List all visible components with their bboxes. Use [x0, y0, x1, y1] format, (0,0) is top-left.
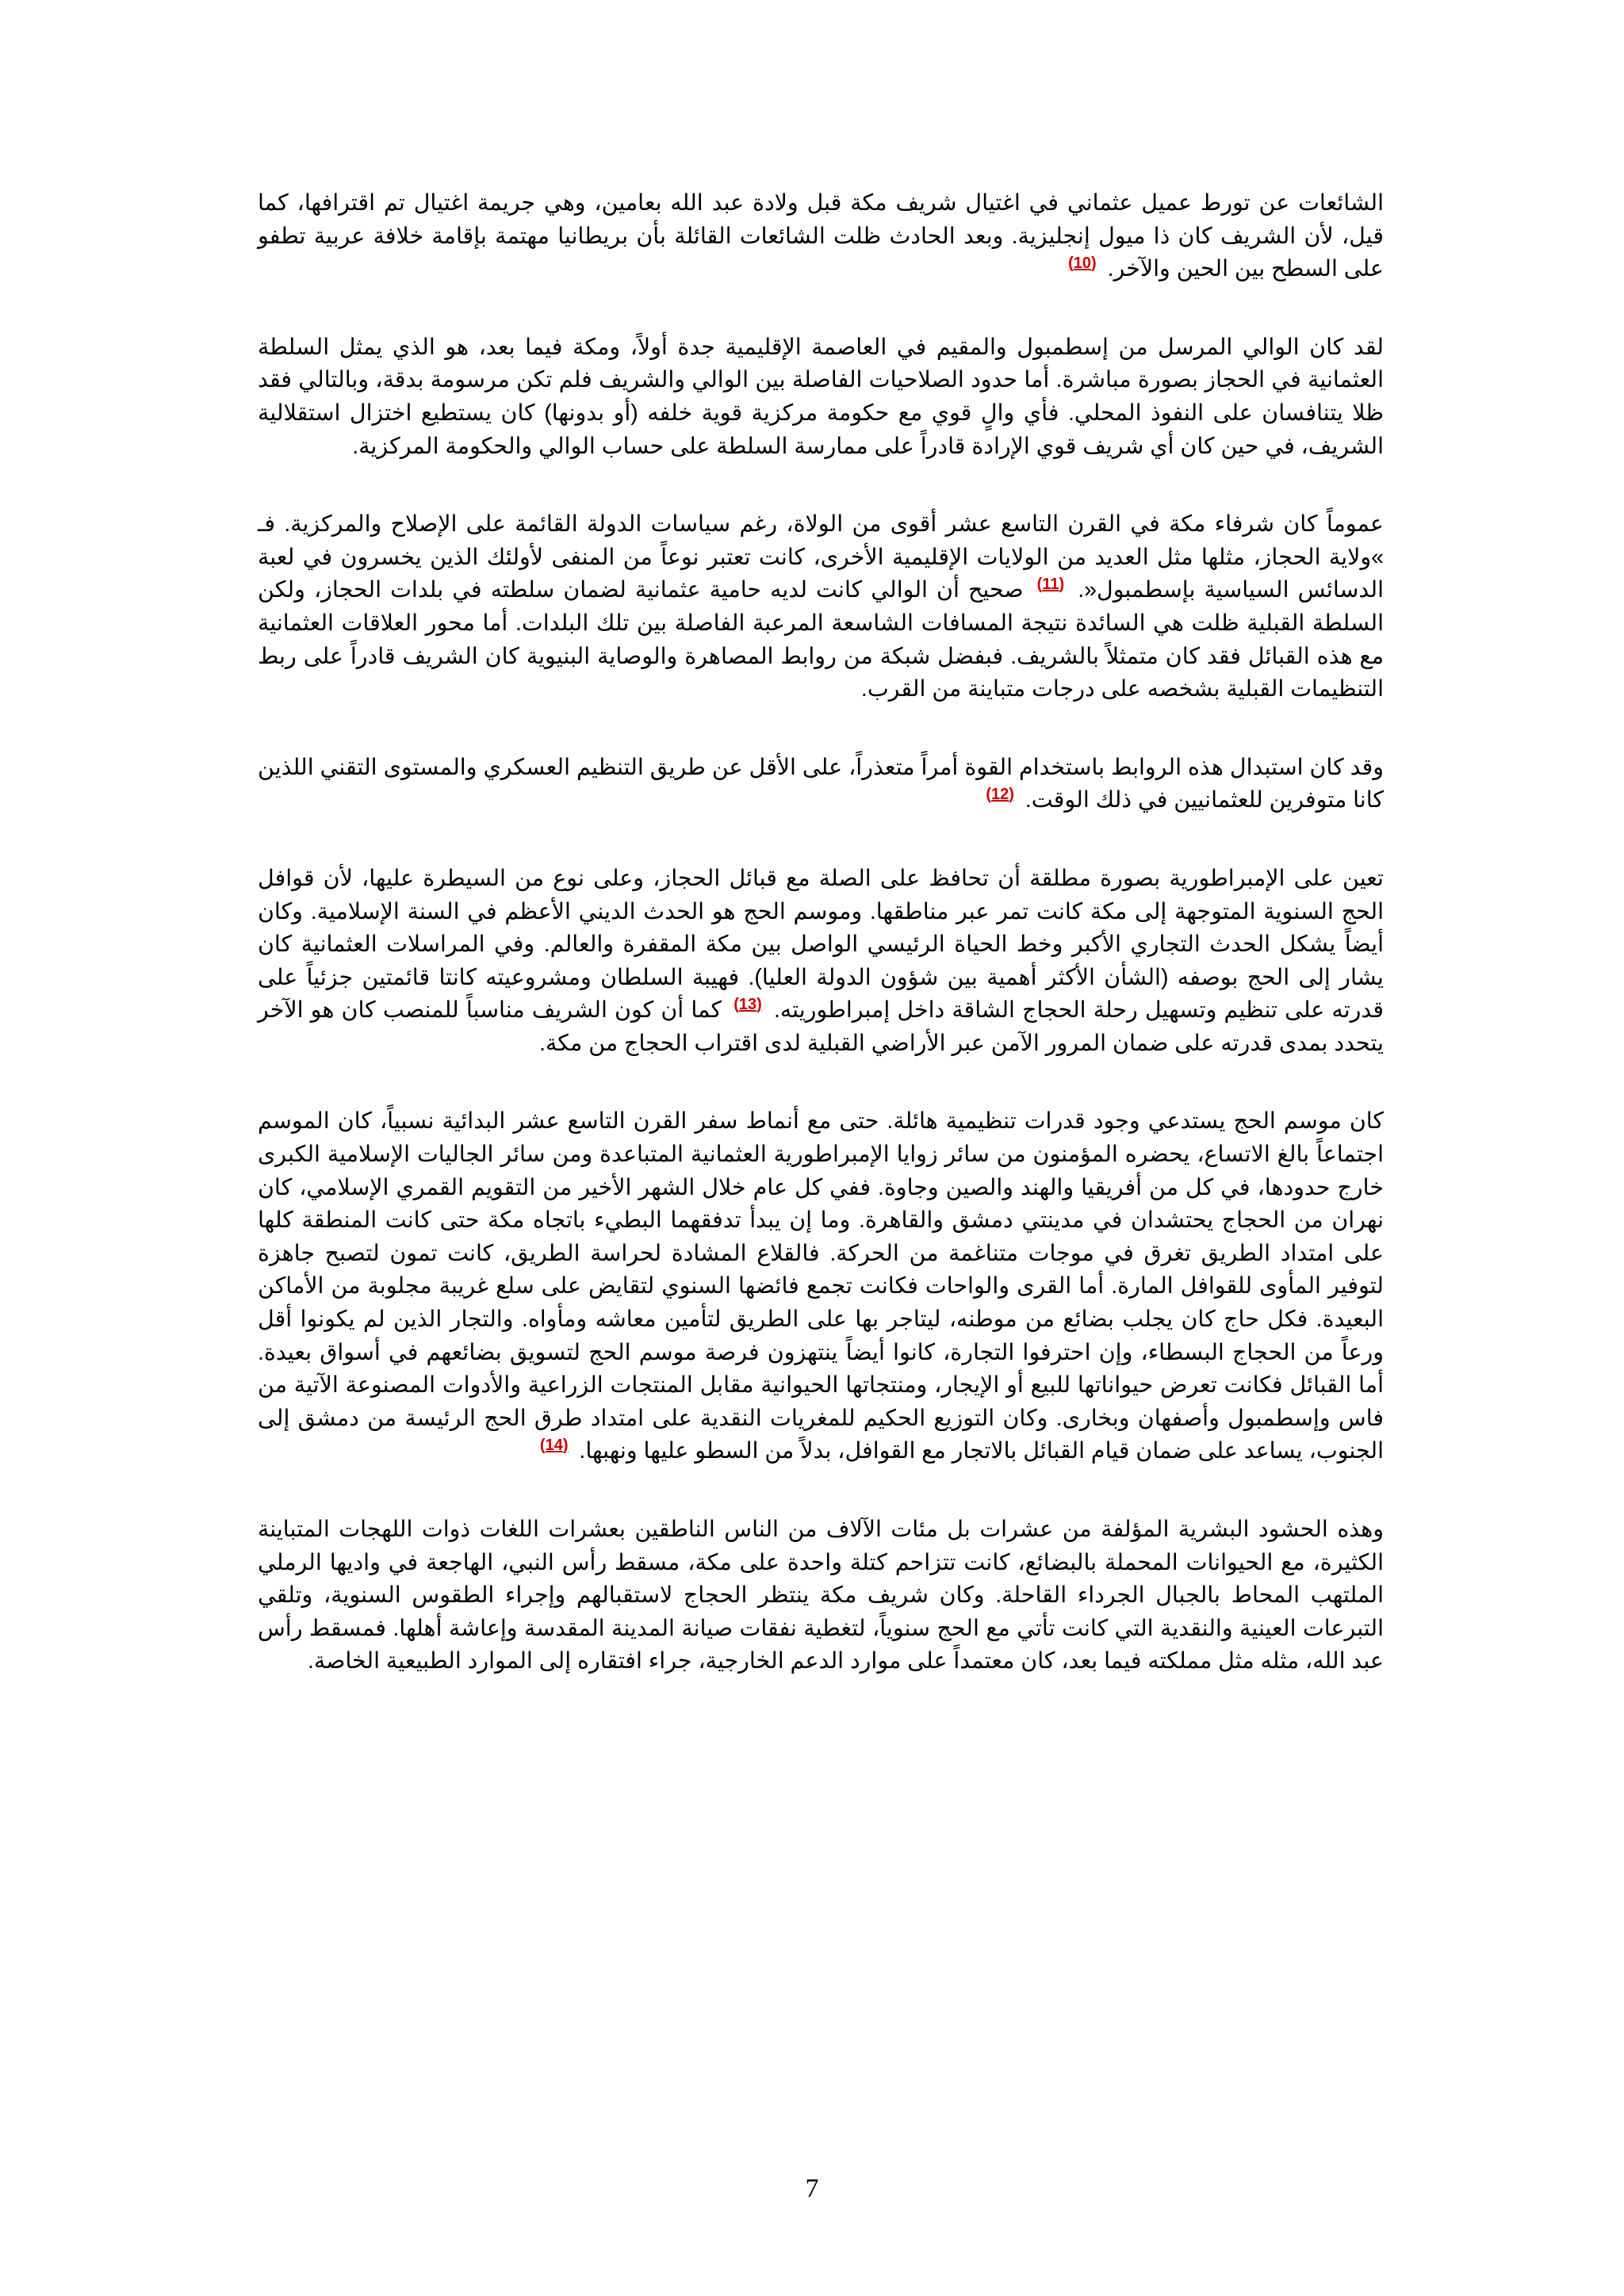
- footnote-link[interactable]: (10): [1068, 254, 1097, 272]
- paragraph-text: تعين على الإمبراطورية بصورة مطلقة أن تحافظ على الصلة مع قبائل الحجاز، وعلى نوع من السيطرة عليها، لأن قوافل الحج السنوية المتوجهة إلى مكة كانت تمر عبر مناطقها. وموسم الحج هو الحدث الديني الأعظم في السنة الإسلامية. وكان أيضاً يشكل الحدث التجاري الأكبر وخط الحياة الرئيسي الواصل بين مكة المقفرة والعالم. وفي المراسلات العثمانية كان يشار إلى الحج بوصفه (الشأن الأكثر أهمية بين شؤون الدولة العليا). فهيبة السلطان ومشروعيته كانتا قائمتين جزئياً على قدرته على تنظيم وتسهيل رحلة الحجاج الشاقة داخل إمبراطوريته.: [258, 865, 1384, 1024]
- paragraph: [258, 508, 1384, 706]
- paragraph-text: كما أن كون الشريف مناسباً للمنصب كان هو الآخر يتحدد بمدى قدرته على ضمان المرور الآمن عبر الأراضي القبلية لدى اقتراب الحجاج من مكة.: [258, 997, 1384, 1056]
- paragraph-text: الشائعات عن تورط عميل عثماني في اغتيال شريف مكة قبل ولادة عبد الله بعامين، وهي جريمة اغتيال تم اقترافها، كما قيل، لأن الشريف كان ذا ميول إنجليزية. وبعد الحادث ظلت الشائعات القائلة بأن بريطانيا مهتمة بإقامة خلافة عربية تطفو على السطح بين الحين والآخر.: [258, 190, 1384, 282]
- paragraph-text: وقد كان استبدال هذه الروابط باستخدام القوة أمراً متعذراً، على الأقل عن طريق التنظيم العسكري والمستوى التقني اللذين كانا متوفرين للعثمانيين في ذلك الوقت.: [258, 754, 1384, 813]
- footnote-link[interactable]: (12): [986, 785, 1014, 803]
- paragraph: [258, 331, 1384, 463]
- footnote-link[interactable]: (11): [1036, 575, 1065, 593]
- footnote-link[interactable]: (13): [733, 995, 762, 1013]
- paragraph-text: عموماً كان شرفاء مكة في القرن التاسع عشر أقوى من الولاة، رغم سياسات الدولة القائمة على الإصلاح والمركزية. فـ »ولاية الحجاز، مثلها مثل العديد من الولايات الإقليمية الأخرى، كانت تعتبر نوعاً من المنفى لأولئك الذين يخسرون في لعبة الدسائس السياسية بإسطمبول«.: [258, 511, 1384, 603]
- document-body: [258, 187, 1384, 1724]
- paragraph: [258, 752, 1384, 817]
- paragraph-text: وهذه الحشود البشرية المؤلفة من عشرات بل مئات الآلاف من الناس الناطقين بعشرات اللغات ذوات اللهجات المتباينة الكثيرة، مع الحيوانات المحملة بالبضائع، كانت تتزاحم كتلة واحدة على مكة، مسقط رأس النبي، الهاجعة في واديها الرملي الملتهب المحاط بالجبال الجرداء القاحلة. وكان شريف مكة ينتظر الحجاج لاستقبالهم وإجراء الطقوس السنوية، وتلقي التبرعات العينية والنقدية التي كانت تأتي مع الحج سنوياً، لتغطية نفقات صيانة المدينة المقدسة وإعاشة أهلها. فمسقط رأس عبد الله، مثله مثل مملكته فيما بعد، كان معتمداً على موارد الدعم الخارجية، جراء افتقاره إلى الموارد الطبيعية الخاصة.: [258, 1517, 1384, 1674]
- footnote-link[interactable]: (14): [539, 1436, 569, 1454]
- paragraph-text: كان موسم الحج يستدعي وجود قدرات تنظيمية هائلة. حتى مع أنماط سفر القرن التاسع عشر البدائية نسبياً، كان الموسم اجتماعاً بالغ الاتساع، يحضره المؤمنون من سائر زوايا الإمبراطورية العثمانية المتباعدة ومن سائر الجاليات الإسلامية الكبرى خارج حدودها، في كل من أفريقيا والهند والصين وجاوة. ففي كل عام خلال الشهر الأخير من التقويم القمري الإسلامي، كان نهران من الحجاج يحتشدان في مدينتي دمشق والقاهرة. وما إن يبدأ تدفقهما البطيء باتجاه مكة حتى كانت المنطقة كلها على امتداد الطريق تغرق في موجات متناغمة من الحركة. فالقلاع المشادة لحراسة الطريق، كانت تمون لتصبح جاهزة لتوفير المأوى للقوافل المارة. أما القرى والواحات فكانت تجمع فائضها السنوي لتقايض على سلع غريبة مجلوبة من الأماكن البعيدة. فكل حاج كان يجلب بضائع من موطنه، ليتاجر بها على الطريق لتأمين معاشه ومأواه. والتجار الذين لم يكونوا أقل ورعاً من الحجاج البسطاء، وإن احترفوا التجارة، كانوا أيضاً ينتهزون فرصة موسم الحج لتسويق بضائعهم في أسواق بعيدة. أما القبائل فكانت تعرض حيواناتها للبيع أو الإيجار، ومنتجاتها الحيوانية مقابل المنتجات الزراعية والأدوات المصنوعة الآتية من فاس وإسطمبول وأصفهان وبخارى. وكان التوزيع الحكيم للمغريات النقدية على امتداد طرق الحج الرئيسة من دمشق إلى الجنوب، يساعد على ضمان قيام القبائل بالاتجار مع القوافل، بدلاً من السطو عليها ونهبها.: [258, 1108, 1384, 1464]
- paragraph: [258, 1513, 1384, 1678]
- page-number: 7: [805, 2174, 819, 2203]
- paragraph: [258, 863, 1384, 1061]
- paragraph: [258, 187, 1384, 286]
- paragraph: [258, 1105, 1384, 1468]
- paragraph-text: صحيح أن الوالي كانت لديه حامية عثمانية لضمان سلطته في بلدات الحجاز، ولكن السلطة القبلية ظلت هي السائدة نتيجة المسافات الشاسعة المرعبة الفاصلة بين تلك البلدات. أما محور العلاقات العثمانية مع هذه القبائل فقد كان متمثلاً بالشريف. فبفضل شبكة من روابط المصاهرة والوصاية البنيوية كان الشريف قادراً على ربط التنظيمات القبلية بشخصه على درجات متباينة من القرب.: [258, 577, 1384, 702]
- paragraph-text: لقد كان الوالي المرسل من إسطمبول والمقيم في العاصمة الإقليمية جدة أولاً، ومكة فيما بعد، هو الذي يمثل السلطة العثمانية في الحجاز بصورة مباشرة. أما حدود الصلاحيات الفاصلة بين الوالي والشريف فلم تكن مرسومة بدقة، وبالتالي فقد ظلا يتنافسان على النفوذ المحلي. فأي والٍ قوي مع حكومة مركزية قوية خلفه (أو بدونها) كان يستطيع اختزال استقلالية الشريف، في حين كان أي شريف قوي الإرادة قادراً على ممارسة السلطة على حساب الوالي والحكومة المركزية.: [258, 334, 1384, 459]
